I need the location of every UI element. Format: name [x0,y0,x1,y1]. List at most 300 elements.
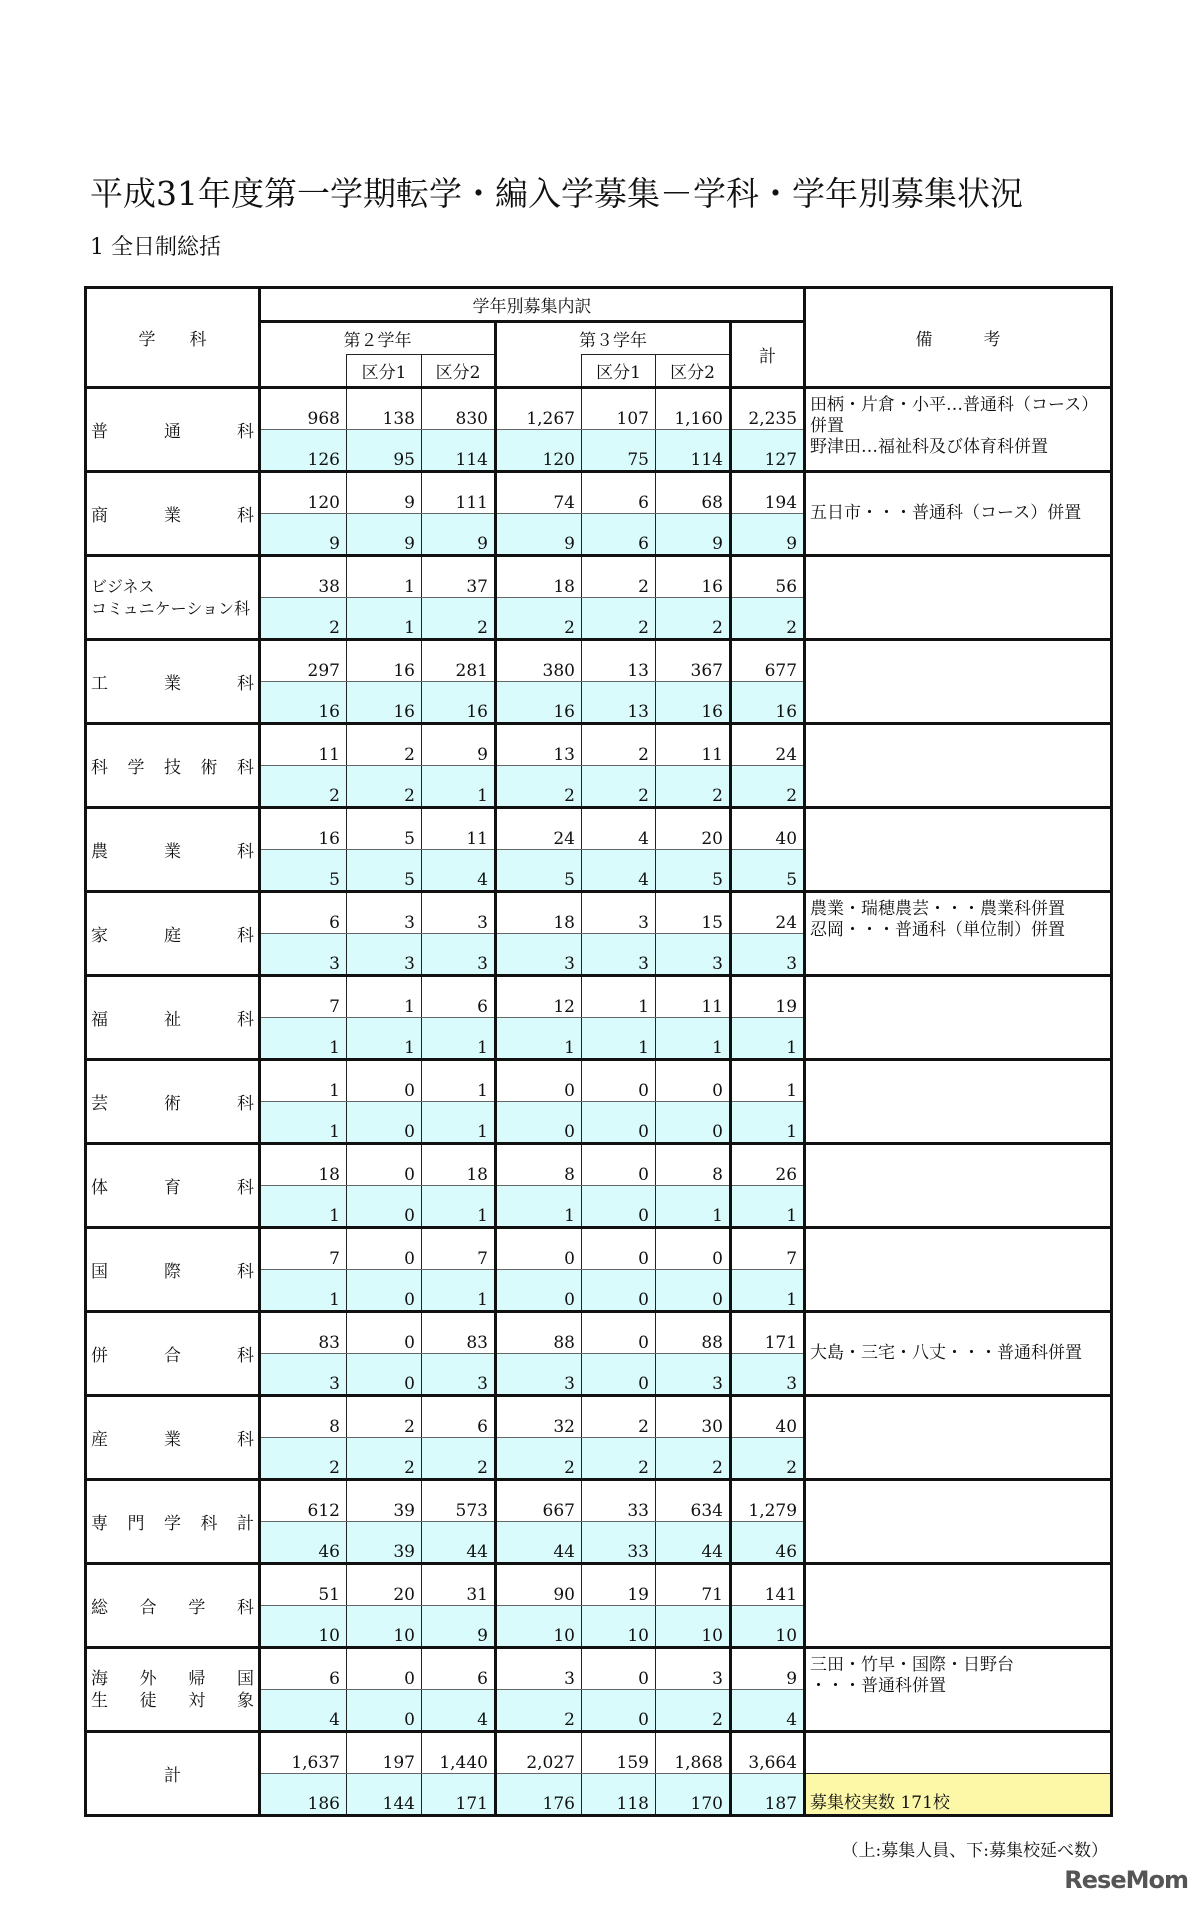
value-schools: 3 [731,934,805,976]
value-schools: 13 [582,682,656,724]
remark-cell [805,472,1112,556]
value-count: 2,235 [731,388,805,430]
value-schools: 3 [347,934,422,976]
remark-total-schools: 募集校実数 171校 [805,1774,1112,1816]
value-schools: 2 [582,598,656,640]
value-schools: 3 [260,1354,347,1396]
label-char: 庭 [164,926,181,946]
value-count: 68 [656,472,731,514]
value-count: 0 [347,1144,422,1186]
value-count: 24 [496,808,582,850]
value-schools: 4 [260,1690,347,1732]
label-char: 併 [91,1346,108,1366]
value-schools: 1 [422,1270,496,1312]
value-schools: 3 [656,1354,731,1396]
value-schools: 2 [260,1438,347,1480]
row-label-line [91,1668,254,1690]
value-schools: 0 [656,1102,731,1144]
remark-cell [805,1060,1112,1144]
table-row [86,1480,1112,1522]
label-char: 技 [164,758,181,778]
value-schools: 186 [260,1774,347,1816]
value-count: 2 [582,1396,656,1438]
value-schools: 44 [422,1522,496,1564]
label-char: 祉 [164,1010,181,1030]
value-count: 1 [260,1060,347,1102]
label-char: 帰 [188,1668,206,1689]
value-schools: 3 [496,934,582,976]
value-schools: 5 [731,850,805,892]
value-count: 6 [582,472,656,514]
value-schools: 0 [496,1102,582,1144]
value-schools: 2 [496,1438,582,1480]
value-schools: 10 [260,1606,347,1648]
label-char: 国 [91,1262,108,1282]
value-schools: 9 [422,1606,496,1648]
remark-cell [805,640,1112,724]
table-row [86,1648,1112,1690]
value-count: 120 [260,472,347,514]
value-count: 194 [731,472,805,514]
value-count: 0 [582,1144,656,1186]
value-schools: 10 [582,1606,656,1648]
value-schools: 0 [582,1270,656,1312]
value-count: 11 [656,724,731,766]
label-char: 際 [164,1262,181,1282]
value-schools: 114 [656,430,731,472]
value-count: 11 [656,976,731,1018]
value-schools: 5 [656,850,731,892]
value-schools: 1 [422,1018,496,1060]
value-count: 6 [422,1396,496,1438]
value-count: 16 [260,808,347,850]
label-char: 科 [237,1094,254,1114]
value-count: 88 [496,1312,582,1354]
value-count: 1 [582,976,656,1018]
value-count: 667 [496,1480,582,1522]
label-char: 科 [200,1514,218,1534]
value-schools: 16 [347,682,422,724]
value-schools: 2 [731,598,805,640]
remark-cell [805,892,1112,976]
row-label-text [91,1173,254,1198]
value-count: 18 [496,892,582,934]
value-count: 88 [656,1312,731,1354]
recruitment-table [84,286,1113,1817]
value-count: 11 [422,808,496,850]
value-schools: 9 [347,514,422,556]
value-count: 15 [656,892,731,934]
remark-cell [805,1732,1112,1774]
value-schools: 1 [731,1186,805,1228]
row-label [86,808,260,892]
value-schools: 0 [582,1186,656,1228]
value-schools: 4 [422,850,496,892]
value-count: 281 [422,640,496,682]
value-schools: 4 [731,1690,805,1732]
value-schools: 2 [656,1690,731,1732]
table-row [86,1396,1112,1438]
value-count: 138 [347,388,422,430]
value-count: 24 [731,892,805,934]
label-char: 科 [237,1010,254,1030]
value-schools: 3 [582,934,656,976]
value-schools: 2 [731,1438,805,1480]
label-char: 科 [237,1178,254,1198]
value-count: 1 [422,1060,496,1102]
label-char: 徒 [139,1690,157,1711]
value-count: 634 [656,1480,731,1522]
value-schools: 1 [582,1018,656,1060]
remark-cell [805,976,1112,1060]
row-label-text [91,1509,254,1534]
value-schools: 1 [260,1186,347,1228]
value-count: 6 [422,976,496,1018]
remark-cell [805,1648,1112,1732]
value-schools: 2 [422,598,496,640]
label-char: 科 [237,1346,254,1366]
value-schools: 187 [731,1774,805,1816]
value-schools: 144 [347,1774,422,1816]
remark-cell [805,724,1112,808]
remark-cell [805,388,1112,472]
value-count: 40 [731,808,805,850]
value-count: 11 [260,724,347,766]
value-schools: 1 [422,766,496,808]
value-count: 6 [260,1648,347,1690]
value-schools: 1 [731,1270,805,1312]
value-count: 13 [582,640,656,682]
row-label-line [91,1690,254,1712]
value-schools: 0 [496,1270,582,1312]
value-schools: 1 [260,1270,347,1312]
value-count: 39 [347,1480,422,1522]
value-count: 74 [496,472,582,514]
row-label [86,1732,260,1816]
value-schools: 176 [496,1774,582,1816]
value-count: 0 [582,1648,656,1690]
label-char: 国 [236,1668,254,1689]
label-char: 学 [127,758,145,778]
label-char: 生 [91,1690,108,1711]
value-count: 30 [656,1396,731,1438]
label-char: 福 [91,1010,108,1030]
value-count: 40 [731,1396,805,1438]
value-count: 7 [731,1228,805,1270]
header-g2-kubun1: 区分1 [347,355,422,388]
value-schools: 3 [260,934,347,976]
header-grade3-blank [496,355,582,388]
value-count: 2 [347,724,422,766]
remark-line: 大島・三宅・八丈・・・普通科併置 [810,1343,1083,1363]
value-count: 1,637 [260,1732,347,1774]
value-count: 24 [731,724,805,766]
row-label-text: 計 [164,1766,181,1786]
value-count: 159 [582,1732,656,1774]
label-char: 科 [91,758,108,778]
value-schools: 46 [260,1522,347,1564]
value-count: 171 [731,1312,805,1354]
value-schools: 3 [422,934,496,976]
value-count: 9 [422,724,496,766]
value-schools: 2 [260,766,347,808]
value-count: 197 [347,1732,422,1774]
value-count: 12 [496,976,582,1018]
value-schools: 2 [582,1438,656,1480]
table-row [86,1060,1112,1102]
label-line: コミュニケーション科 [91,598,251,618]
value-schools: 3 [656,934,731,976]
value-count: 90 [496,1564,582,1606]
value-schools: 0 [582,1102,656,1144]
label-char: 科 [236,1598,254,1618]
value-count: 19 [731,976,805,1018]
value-count: 0 [582,1312,656,1354]
value-count: 612 [260,1480,347,1522]
row-label [86,1228,260,1312]
table-row [86,1144,1112,1186]
value-schools: 0 [347,1186,422,1228]
value-count: 3 [496,1648,582,1690]
table-row [86,808,1112,850]
label-char: 普 [91,422,108,442]
header-g3-kubun2: 区分2 [656,355,731,388]
remark-line: 田柄・片倉・小平…普通科（コース） [810,395,1099,415]
label-char: 合 [164,1346,181,1366]
value-schools: 9 [260,514,347,556]
header-breakdown: 学年別募集内訳 [260,288,805,322]
value-count: 38 [260,556,347,598]
table-row [86,1564,1112,1606]
value-count: 1,279 [731,1480,805,1522]
value-count: 3 [347,892,422,934]
label-char: 総 [91,1598,108,1618]
value-schools: 2 [656,1438,731,1480]
value-count: 111 [422,472,496,514]
value-count: 20 [347,1564,422,1606]
row-label-text [91,669,254,694]
label-char: 科 [237,1430,254,1450]
row-label [86,976,260,1060]
value-schools: 0 [582,1690,656,1732]
value-schools: 1 [496,1186,582,1228]
label-char: 育 [164,1178,181,1198]
value-count: 9 [731,1648,805,1690]
value-count: 6 [260,892,347,934]
label-char: 学 [188,1598,206,1618]
value-count: 7 [260,1228,347,1270]
table-row [86,1228,1112,1270]
value-count: 18 [260,1144,347,1186]
value-schools: 4 [582,850,656,892]
remark-cell [805,1228,1112,1312]
label-char: 学 [164,1514,181,1534]
value-count: 8 [656,1144,731,1186]
value-count: 2,027 [496,1732,582,1774]
value-count: 1,267 [496,388,582,430]
label-char: 象 [236,1690,254,1711]
row-label-text [91,1425,254,1450]
value-schools: 2 [496,766,582,808]
value-schools: 0 [347,1690,422,1732]
value-schools: 120 [496,430,582,472]
value-count: 0 [496,1060,582,1102]
value-schools: 5 [496,850,582,892]
header-g3-kubun1: 区分1 [582,355,656,388]
value-schools: 2 [731,766,805,808]
value-schools: 5 [347,850,422,892]
value-count: 1 [731,1060,805,1102]
value-schools: 0 [347,1354,422,1396]
header-grade2: 第２学年 [260,322,496,355]
remark-line: 農業・瑞穂農芸・・・農業科併置 [810,899,1066,919]
value-count: 0 [496,1228,582,1270]
value-count: 4 [582,808,656,850]
row-label [86,556,260,640]
table-row [86,472,1112,514]
table-row [86,976,1112,1018]
value-count: 8 [260,1396,347,1438]
page-title: 平成31年度第一学期転学・編入学募集－学科・学年別募集状況 [90,174,1023,213]
value-schools: 39 [347,1522,422,1564]
value-count: 380 [496,640,582,682]
value-count: 830 [422,388,496,430]
label-char: 業 [164,506,181,526]
value-schools: 10 [731,1606,805,1648]
row-label [86,892,260,976]
value-schools: 33 [582,1522,656,1564]
remark-line: 野津田…福祉科及び体育科併置 [810,437,1049,457]
row-label [86,1144,260,1228]
row-label [86,1312,260,1396]
label-char: 合 [139,1598,157,1618]
value-schools: 16 [260,682,347,724]
value-count: 16 [347,640,422,682]
value-schools: 2 [496,1690,582,1732]
label-char: 計 [237,1514,254,1534]
remark-line: ・・・普通科併置 [810,1676,947,1696]
value-count: 0 [582,1060,656,1102]
value-schools: 114 [422,430,496,472]
row-label-text [91,753,254,778]
value-count: 0 [347,1648,422,1690]
row-label [86,1060,260,1144]
value-schools: 2 [347,766,422,808]
header-g2-kubun2: 区分2 [422,355,496,388]
row-label-text [91,1005,254,1030]
value-count: 51 [260,1564,347,1606]
value-schools: 95 [347,430,422,472]
label-char: 外 [139,1668,157,1689]
label-char: 専 [91,1514,108,1534]
value-count: 0 [347,1312,422,1354]
value-count: 141 [731,1564,805,1606]
table-row [86,388,1112,430]
row-label [86,1648,260,1732]
label-char: 業 [164,842,181,862]
label-char: 門 [127,1514,145,1534]
value-schools: 1 [731,1018,805,1060]
value-schools: 0 [347,1102,422,1144]
value-count: 7 [422,1228,496,1270]
value-count: 677 [731,640,805,682]
row-label-text [91,921,254,946]
value-count: 968 [260,388,347,430]
footnote: （上:募集人員、下:募集校延べ数） [841,1841,1108,1861]
value-schools: 0 [347,1270,422,1312]
value-schools: 3 [496,1354,582,1396]
header-subject: 学 科 [86,288,260,388]
row-label-text [91,1593,254,1618]
remark-line: 五日市・・・普通科（コース）併置 [810,503,1082,523]
value-schools: 2 [347,1438,422,1480]
value-schools: 0 [656,1270,731,1312]
label-char: 商 [91,506,108,526]
value-count: 33 [582,1480,656,1522]
row-label-text [91,1089,254,1114]
value-count: 32 [496,1396,582,1438]
value-count: 0 [656,1228,731,1270]
remark-cell [805,1144,1112,1228]
table-row [86,1732,1112,1774]
value-schools: 2 [656,598,731,640]
label-char: 産 [91,1430,108,1450]
value-count: 83 [422,1312,496,1354]
value-schools: 1 [347,598,422,640]
remark-cell [805,1396,1112,1480]
row-label [86,724,260,808]
remark-line: 併置 [810,416,845,436]
table-row [86,640,1112,682]
row-label-text [91,501,254,526]
label-char: 科 [237,926,254,946]
label-char: 科 [237,842,254,862]
value-schools: 171 [422,1774,496,1816]
value-schools: 118 [582,1774,656,1816]
value-count: 0 [582,1228,656,1270]
value-count: 0 [656,1060,731,1102]
value-count: 1,160 [656,388,731,430]
remark-cell [805,808,1112,892]
label-char: 工 [91,674,108,694]
value-schools: 0 [582,1354,656,1396]
header-remarks: 備 考 [805,288,1112,388]
label-char: 科 [237,1262,254,1282]
value-count: 8 [496,1144,582,1186]
value-schools: 2 [582,766,656,808]
value-schools: 1 [422,1102,496,1144]
value-schools: 3 [422,1354,496,1396]
label-char: 農 [91,842,108,862]
header-total: 計 [731,322,805,388]
value-schools: 5 [260,850,347,892]
value-count: 3,664 [731,1732,805,1774]
value-count: 0 [347,1060,422,1102]
value-count: 5 [347,808,422,850]
value-schools: 16 [496,682,582,724]
value-count: 26 [731,1144,805,1186]
value-count: 6 [422,1648,496,1690]
watermark-logo: ReseMom [1064,1866,1188,1894]
value-schools: 46 [731,1522,805,1564]
label-char: 業 [164,674,181,694]
value-count: 367 [656,640,731,682]
value-count: 1,440 [422,1732,496,1774]
value-schools: 3 [731,1354,805,1396]
value-schools: 2 [656,766,731,808]
value-count: 19 [582,1564,656,1606]
row-label [86,640,260,724]
